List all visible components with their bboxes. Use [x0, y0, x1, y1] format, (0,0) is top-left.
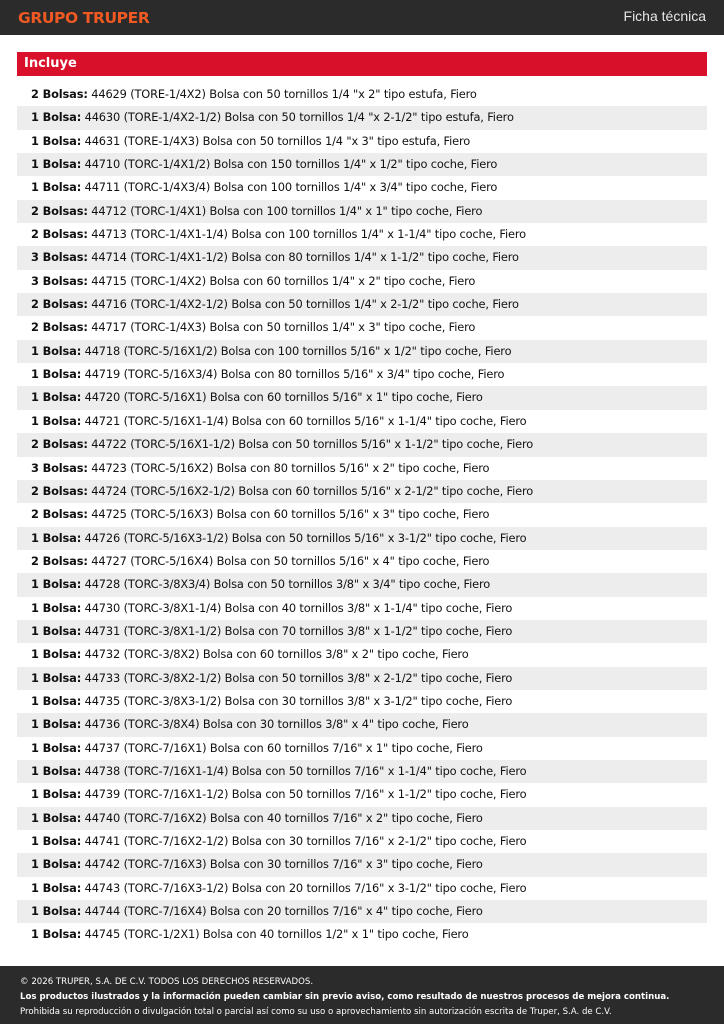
list-item	[17, 737, 707, 760]
item-description: 44730 (TORC-3/8X1-1/4) Bolsa con 40 tornillos 3/8" x 1-1/4" tipo coche, Fiero	[84, 600, 513, 615]
item-quantity: 1 Bolsa:	[31, 647, 82, 662]
page-title: Ficha técnica	[623, 8, 706, 24]
item-quantity: 2 Bolsas:	[31, 297, 88, 312]
item-quantity: 1 Bolsa:	[31, 670, 82, 685]
list-item	[17, 200, 707, 223]
item-description: 44722 (TORC-5/16X1-1/2) Bolsa con 50 tornillos 5/16" x 1-1/2" tipo coche, Fiero	[91, 437, 534, 452]
list-item	[17, 130, 707, 153]
item-description: 44742 (TORC-7/16X3) Bolsa con 30 tornillos 7/16" x 3" tipo coche, Fiero	[84, 857, 483, 872]
list-item	[17, 900, 707, 923]
item-quantity: 2 Bolsas:	[31, 227, 88, 242]
item-description: 44733 (TORC-3/8X2-1/2) Bolsa con 50 tornillos 3/8" x 2-1/2" tipo coche, Fiero	[84, 670, 513, 685]
item-description: 44721 (TORC-5/16X1-1/4) Bolsa con 60 tornillos 5/16" x 1-1/4" tipo coche, Fiero	[84, 413, 527, 428]
item-quantity: 1 Bolsa:	[31, 133, 82, 148]
list-item	[17, 246, 707, 269]
item-description: 44728 (TORC-3/8X3/4) Bolsa con 50 tornillos 3/8" x 3/4" tipo coche, Fiero	[84, 577, 491, 592]
item-quantity: 1 Bolsa:	[31, 110, 82, 125]
footer-copyright: © 2026 TRUPER, S.A. DE C.V. TODOS LOS DERECHOS RESERVADOS.	[20, 977, 314, 987]
list-item	[17, 830, 707, 853]
item-quantity: 2 Bolsas:	[31, 483, 88, 498]
list-item	[17, 433, 707, 456]
item-description: 44724 (TORC-5/16X2-1/2) Bolsa con 60 tornillos 5/16" x 2-1/2" tipo coche, Fiero	[91, 483, 534, 498]
item-description: 44743 (TORC-7/16X3-1/2) Bolsa con 20 tornillos 7/16" x 3-1/2" tipo coche, Fiero	[84, 880, 527, 895]
footer-legal: Prohibida su reproducción o divulgación total o parcial así como su uso o aprovechamiento sin autorización escrita de Truper, S.A. de C.V.	[20, 1007, 612, 1017]
item-description: 44737 (TORC-7/16X1) Bolsa con 60 tornillos 7/16" x 1" tipo coche, Fiero	[84, 740, 483, 755]
item-description: 44736 (TORC-3/8X4) Bolsa con 30 tornillos 3/8" x 4" tipo coche, Fiero	[84, 717, 469, 732]
list-item	[17, 480, 707, 503]
item-description: 44735 (TORC-3/8X3-1/2) Bolsa con 30 tornillos 3/8" x 3-1/2" tipo coche, Fiero	[84, 693, 513, 708]
item-description: 44739 (TORC-7/16X1-1/2) Bolsa con 50 tornillos 7/16" x 1-1/2" tipo coche, Fiero	[84, 787, 527, 802]
list-item	[17, 550, 707, 573]
list-item	[17, 293, 707, 316]
list-item	[17, 853, 707, 876]
item-description: 44726 (TORC-5/16X3-1/2) Bolsa con 50 tornillos 5/16" x 3-1/2" tipo coche, Fiero	[84, 530, 527, 545]
item-description: 44717 (TORC-1/4X3) Bolsa con 50 tornillos 1/4" x 3" tipo coche, Fiero	[91, 320, 476, 335]
item-quantity: 2 Bolsas:	[31, 320, 88, 335]
list-item	[17, 457, 707, 480]
item-description: 44715 (TORC-1/4X2) Bolsa con 60 tornillos 1/4" x 2" tipo coche, Fiero	[91, 273, 476, 288]
item-quantity: 1 Bolsa:	[31, 810, 82, 825]
list-item	[17, 783, 707, 806]
list-item	[17, 713, 707, 736]
item-quantity: 1 Bolsa:	[31, 413, 82, 428]
item-description: 44711 (TORC-1/4X3/4) Bolsa con 100 tornillos 1/4" x 3/4" tipo coche, Fiero	[84, 180, 498, 195]
item-description: 44718 (TORC-5/16X1/2) Bolsa con 100 tornillos 5/16" x 1/2" tipo coche, Fiero	[84, 343, 512, 358]
item-quantity: 1 Bolsa:	[31, 623, 82, 638]
item-description: 44629 (TORE-1/4X2) Bolsa con 50 tornillos 1/4 "x 2" tipo estufa, Fiero	[91, 87, 477, 101]
item-quantity: 2 Bolsas:	[31, 87, 88, 101]
list-item	[17, 386, 707, 409]
item-quantity: 1 Bolsa:	[31, 693, 82, 708]
list-item	[17, 83, 707, 106]
item-quantity: 2 Bolsas:	[31, 553, 88, 568]
item-description: 44727 (TORC-5/16X4) Bolsa con 50 tornillos 5/16" x 4" tipo coche, Fiero	[91, 553, 490, 568]
item-quantity: 1 Bolsa:	[31, 763, 82, 778]
item-quantity: 3 Bolsas:	[31, 250, 88, 265]
item-quantity: 3 Bolsas:	[31, 273, 88, 288]
item-description: 44731 (TORC-3/8X1-1/2) Bolsa con 70 tornillos 3/8" x 1-1/2" tipo coche, Fiero	[84, 623, 513, 638]
footer-notice: Los productos ilustrados y la información pueden cambiar sin previo aviso, como resultado de nuestros procesos de mejora continua.	[20, 992, 670, 1002]
item-quantity: 1 Bolsa:	[31, 367, 82, 382]
page-footer	[0, 966, 724, 1024]
list-item	[17, 620, 707, 643]
item-quantity: 3 Bolsas:	[31, 460, 88, 475]
list-item	[17, 877, 707, 900]
list-item	[17, 153, 707, 176]
item-description: 44745 (TORC-1/2X1) Bolsa con 40 tornillos 1/2" x 1" tipo coche, Fiero	[84, 927, 469, 942]
item-description: 44714 (TORC-1/4X1-1/2) Bolsa con 80 tornillos 1/4" x 1-1/2" tipo coche, Fiero	[91, 250, 519, 265]
item-quantity: 1 Bolsa:	[31, 740, 82, 755]
list-item	[17, 760, 707, 783]
included-items-list	[17, 83, 707, 947]
list-item	[17, 923, 707, 946]
item-description: 44631 (TORE-1/4X3) Bolsa con 50 tornillos 1/4 "x 3" tipo estufa, Fiero	[84, 133, 471, 148]
item-description: 44738 (TORC-7/16X1-1/4) Bolsa con 50 tornillos 7/16" x 1-1/4" tipo coche, Fiero	[84, 763, 527, 778]
list-item	[17, 223, 707, 246]
item-quantity: 1 Bolsa:	[31, 180, 82, 195]
section-heading: Incluye	[17, 52, 707, 76]
item-description: 44741 (TORC-7/16X2-1/2) Bolsa con 30 tornillos 7/16" x 2-1/2" tipo coche, Fiero	[84, 834, 527, 848]
item-quantity: 2 Bolsas:	[31, 203, 88, 218]
item-quantity: 1 Bolsa:	[31, 530, 82, 545]
list-item	[17, 807, 707, 830]
brand-logo: GRUPO TRUPER	[18, 9, 150, 27]
item-description: 44723 (TORC-5/16X2) Bolsa con 80 tornillos 5/16" x 2" tipo coche, Fiero	[91, 460, 490, 475]
item-quantity: 1 Bolsa:	[31, 343, 82, 358]
item-quantity: 1 Bolsa:	[31, 904, 82, 919]
list-item	[17, 527, 707, 550]
list-item	[17, 597, 707, 620]
list-item	[17, 270, 707, 293]
item-quantity: 1 Bolsa:	[31, 157, 82, 172]
list-item	[17, 316, 707, 339]
item-quantity: 1 Bolsa:	[31, 600, 82, 615]
item-quantity: 1 Bolsa:	[31, 880, 82, 895]
list-item	[17, 643, 707, 666]
page-header	[0, 0, 724, 35]
item-quantity: 1 Bolsa:	[31, 577, 82, 592]
item-quantity: 1 Bolsa:	[31, 390, 82, 405]
list-item	[17, 340, 707, 363]
item-quantity: 1 Bolsa:	[31, 717, 82, 732]
item-quantity: 2 Bolsas:	[31, 507, 88, 522]
item-quantity: 1 Bolsa:	[31, 927, 82, 942]
item-quantity: 1 Bolsa:	[31, 857, 82, 872]
list-item	[17, 106, 707, 129]
item-quantity: 1 Bolsa:	[31, 834, 82, 848]
item-description: 44630 (TORE-1/4X2-1/2) Bolsa con 50 tornillos 1/4 "x 2-1/2" tipo estufa, Fiero	[84, 110, 514, 125]
list-item	[17, 363, 707, 386]
list-item	[17, 503, 707, 526]
item-description: 44740 (TORC-7/16X2) Bolsa con 40 tornillos 7/16" x 2" tipo coche, Fiero	[84, 810, 483, 825]
item-description: 44725 (TORC-5/16X3) Bolsa con 60 tornillos 5/16" x 3" tipo coche, Fiero	[91, 507, 490, 522]
item-description: 44710 (TORC-1/4X1/2) Bolsa con 150 tornillos 1/4" x 1/2" tipo coche, Fiero	[84, 157, 498, 172]
list-item	[17, 667, 707, 690]
item-description: 44732 (TORC-3/8X2) Bolsa con 60 tornillos 3/8" x 2" tipo coche, Fiero	[84, 647, 469, 662]
item-description: 44712 (TORC-1/4X1) Bolsa con 100 tornillos 1/4" x 1" tipo coche, Fiero	[91, 203, 483, 218]
item-description: 44716 (TORC-1/4X2-1/2) Bolsa con 50 tornillos 1/4" x 2-1/2" tipo coche, Fiero	[91, 297, 519, 312]
item-description: 44720 (TORC-5/16X1) Bolsa con 60 tornillos 5/16" x 1" tipo coche, Fiero	[84, 390, 483, 405]
item-description: 44713 (TORC-1/4X1-1/4) Bolsa con 100 tornillos 1/4" x 1-1/4" tipo coche, Fiero	[91, 227, 526, 242]
list-item	[17, 176, 707, 199]
list-item	[17, 690, 707, 713]
item-description: 44719 (TORC-5/16X3/4) Bolsa con 80 tornillos 5/16" x 3/4" tipo coche, Fiero	[84, 367, 505, 382]
list-item	[17, 573, 707, 596]
item-description: 44744 (TORC-7/16X4) Bolsa con 20 tornillos 7/16" x 4" tipo coche, Fiero	[84, 904, 483, 919]
item-quantity: 1 Bolsa:	[31, 787, 82, 802]
item-quantity: 2 Bolsas:	[31, 437, 88, 452]
list-item	[17, 410, 707, 433]
